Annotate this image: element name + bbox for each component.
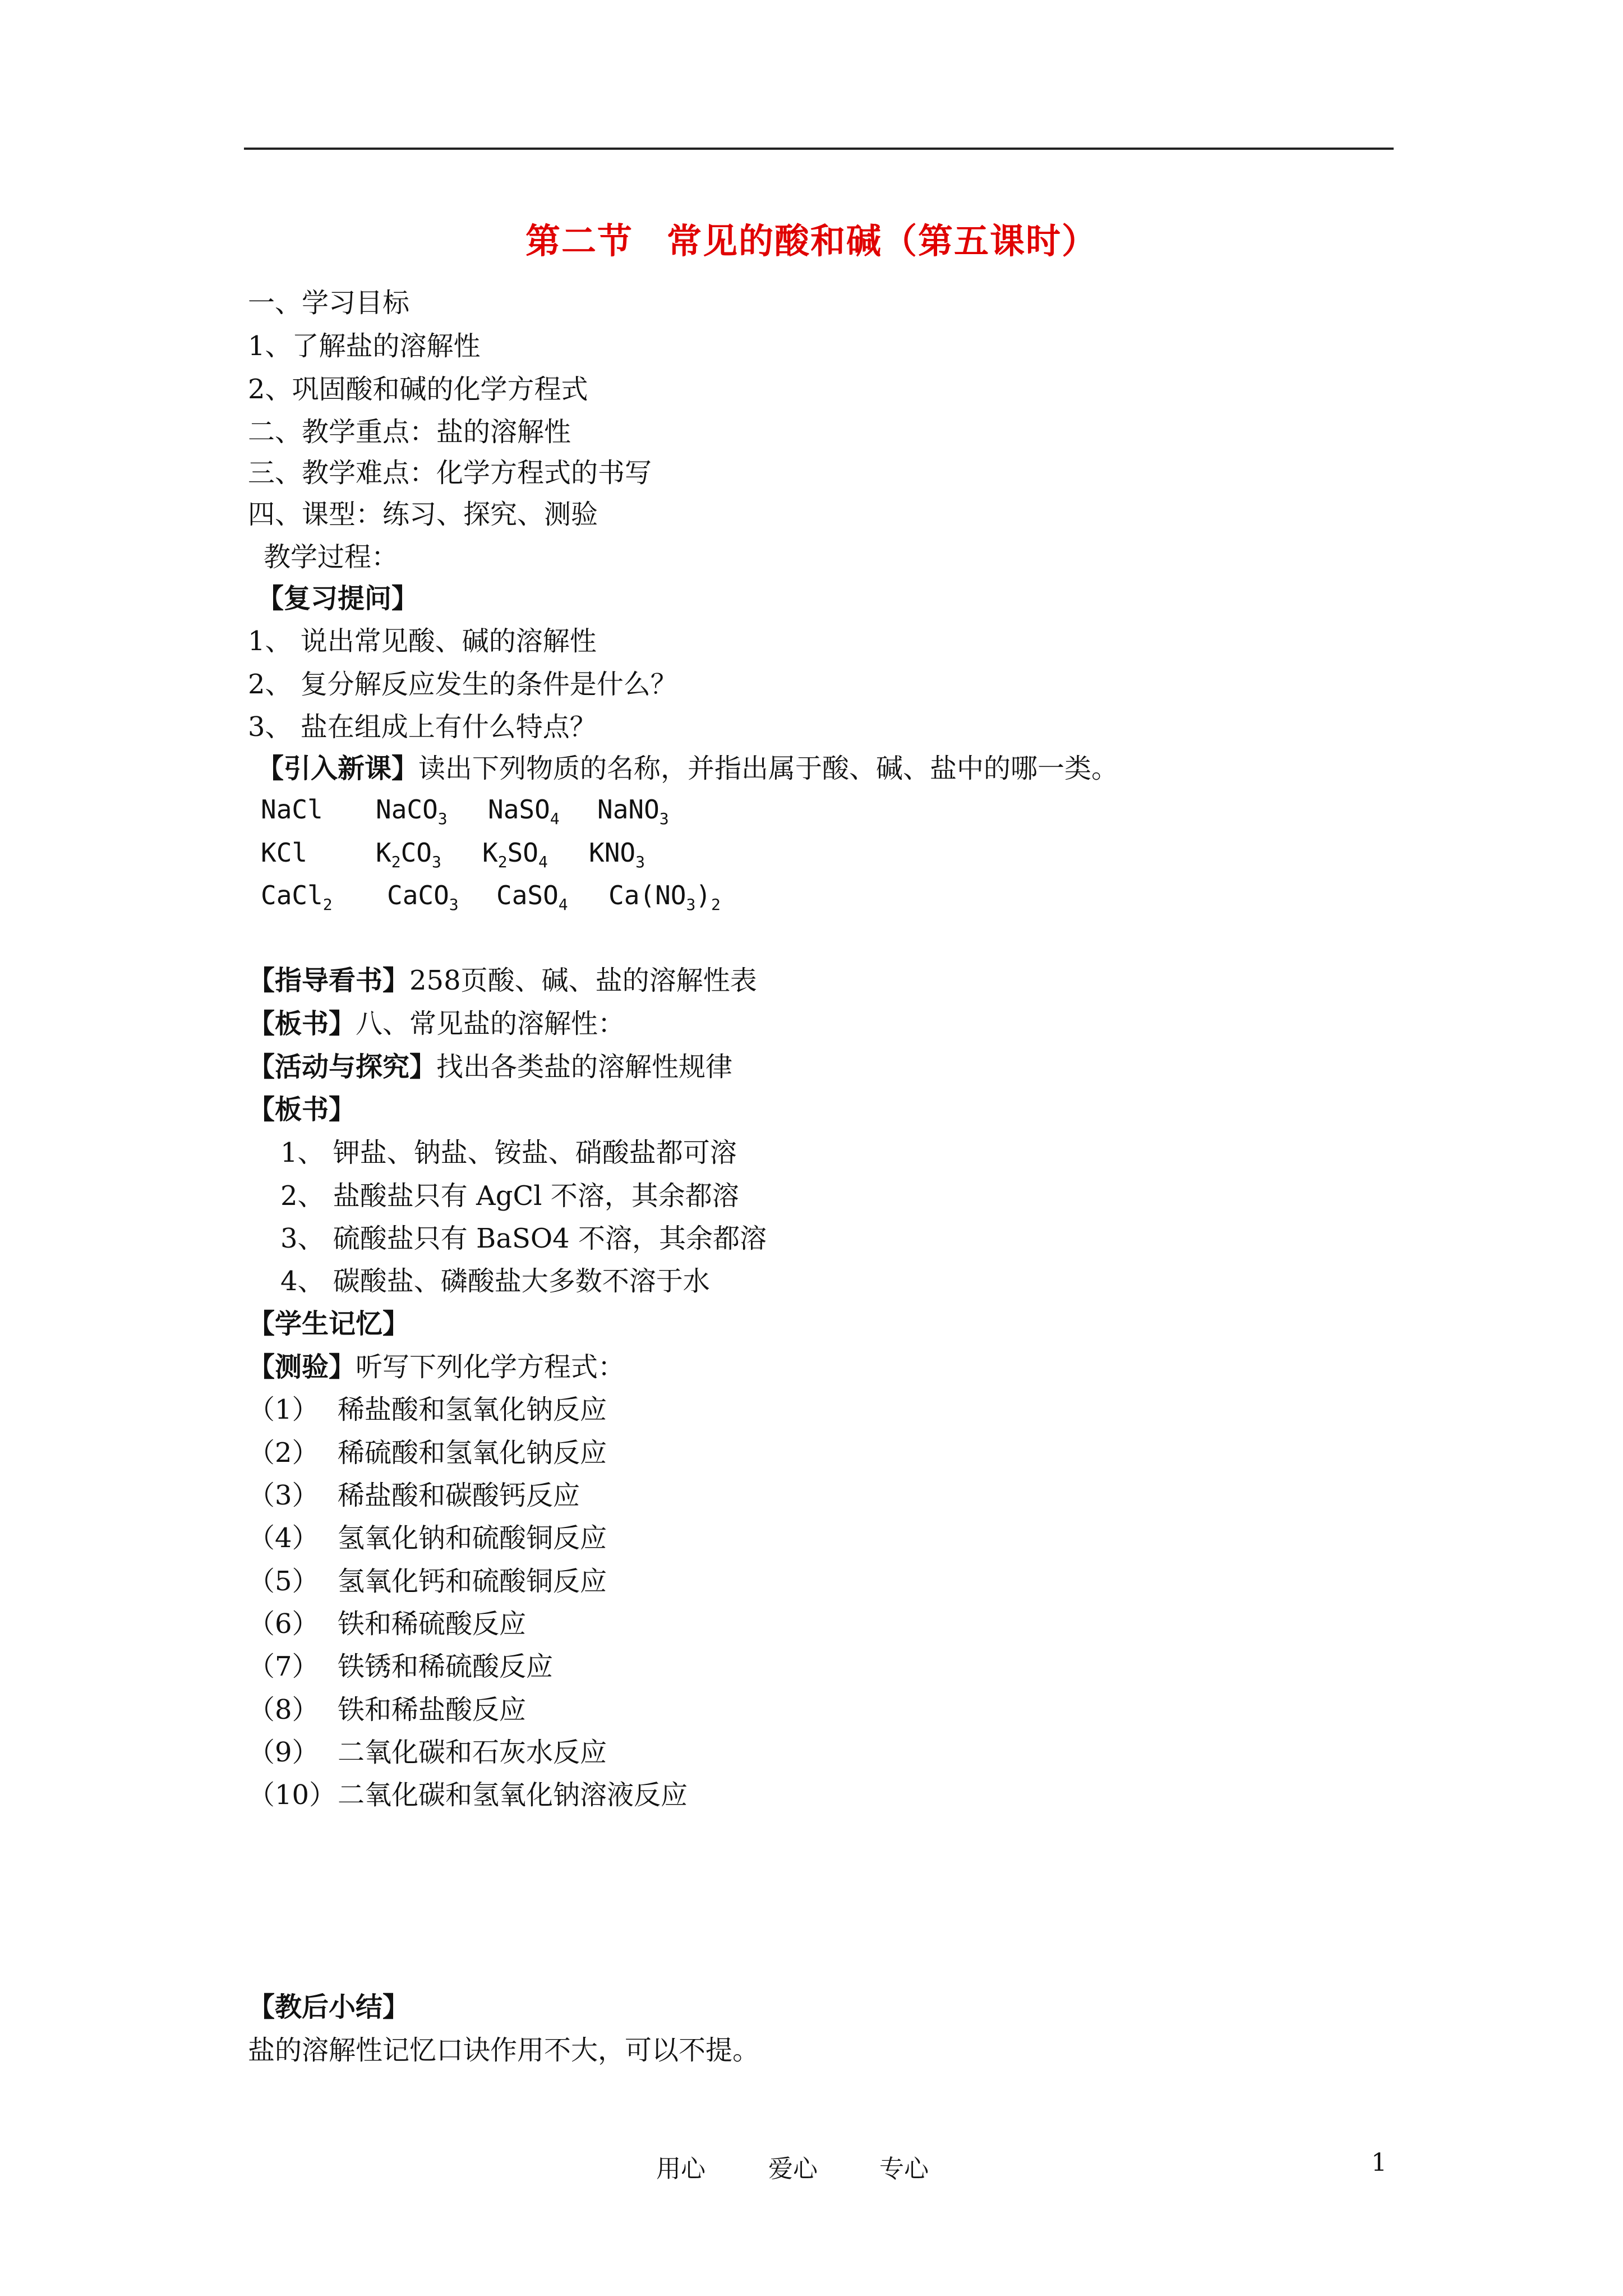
formula-kcl: KCl (261, 838, 308, 868)
review-heading: 【复习提问】 (257, 583, 419, 614)
solubility-rule-2: 2、 盐酸盐只有 AgCl 不溶，其余都溶 (280, 1180, 739, 1212)
quiz-item: （9） 二氧化碳和石灰水反应 (248, 1737, 607, 1768)
quiz-item: （3） 稀盐酸和碳酸钙反应 (248, 1480, 580, 1511)
board-note-1 (248, 1007, 625, 1041)
quiz-item: （10）二氧化碳和氢氧化钠溶液反应 (248, 1779, 688, 1811)
quiz-item: （5） 氢氧化钙和硫酸铜反应 (248, 1566, 607, 1597)
board-text: 八、常见盐的溶解性： (356, 1008, 625, 1039)
footer-motto-2: 爱心 (768, 2155, 818, 2183)
title-section: 第二节 (525, 220, 633, 261)
quiz-label: 【测验】 (248, 1351, 356, 1383)
quiz-item: （7） 铁锈和稀硫酸反应 (248, 1651, 554, 1682)
formula-ca-no3-2: $Ca(NO_3)_2$ (608, 880, 721, 914)
intro-new-lesson (257, 752, 1118, 785)
guide-text: 258页酸、碱、盐的溶解性表 (409, 965, 757, 996)
formula-caso4: CaSO$_4$ (496, 880, 568, 914)
board-note-2: 【板书】 (248, 1094, 356, 1125)
board-label: 【板书】 (248, 1008, 356, 1039)
formula-naco3: NaCO$_3$ (376, 794, 448, 829)
goal-1: 1、了解盐的溶解性 (248, 330, 481, 362)
activity-text: 找出各类盐的溶解性规律 (436, 1051, 733, 1083)
solubility-rule-3: 3、 硫酸盐只有 BaSO4 不溶，其余都溶 (280, 1223, 767, 1254)
quiz-text: 听写下列化学方程式： (356, 1351, 625, 1383)
intro-text: 读出下列物质的名称，并指出属于酸、碱、盐中的哪一类。 (418, 753, 1119, 784)
title-topic: 常见的酸和碱（第五课时） (667, 220, 1098, 261)
activity-explore (248, 1050, 732, 1084)
activity-label: 【活动与探究】 (248, 1051, 437, 1083)
quiz-item: （2） 稀硫酸和氢氧化钠反应 (248, 1437, 607, 1469)
goal-2: 2、巩固酸和碱的化学方程式 (248, 374, 588, 405)
formula-k2so4: $K_2SO_4$ (482, 838, 548, 872)
formula-naso4: NaSO$_4$ (488, 794, 560, 829)
formula-kno3: $KNO_3$ (589, 838, 645, 872)
formula-nano3: NaNO$_3$ (597, 794, 669, 829)
solubility-rule-4: 4、 碳酸盐、磷酸盐大多数不溶于水 (280, 1266, 710, 1297)
formula-caco3: CaCO$_3$ (387, 880, 459, 914)
review-question-2: 2、 复分解反应发生的条件是什么？ (248, 669, 677, 700)
formula-cacl2: CaCl$_2$ (261, 880, 333, 914)
guide-reading (248, 964, 757, 997)
teaching-key-point: 二、教学重点：盐的溶解性 (248, 416, 571, 448)
quiz-item: （6） 铁和稀硫酸反应 (248, 1608, 527, 1640)
review-question-3: 3、 盐在组成上有什么特点？ (248, 711, 597, 743)
teaching-difficulty: 三、教学难点：化学方程式的书写 (248, 457, 652, 489)
guide-label: 【指导看书】 (248, 965, 410, 996)
footer-motto-1: 用心 (656, 2155, 706, 2183)
quiz-heading (248, 1350, 625, 1384)
teaching-process: 教学过程： (264, 541, 399, 573)
formula-nacl: NaCl (261, 794, 323, 825)
lesson-type: 四、课型：练习、探究、测验 (248, 499, 598, 530)
formula-k2co3: $K_2CO_3$ (376, 838, 441, 872)
page-title (0, 213, 1623, 263)
goal-heading: 一、学习目标 (248, 287, 410, 319)
footer-motto-3: 专心 (879, 2155, 929, 2183)
quiz-item: （1） 稀盐酸和氢氧化钠反应 (248, 1394, 607, 1425)
intro-label: 【引入新课】 (257, 753, 419, 784)
review-question-1: 1、 说出常见酸、碱的溶解性 (248, 625, 597, 657)
summary-heading: 【教后小结】 (248, 1991, 410, 2023)
header-rule (244, 148, 1394, 150)
quiz-item: （4） 氢氧化钠和硫酸铜反应 (248, 1522, 607, 1554)
quiz-item: （8） 铁和稀盐酸反应 (248, 1694, 527, 1726)
solubility-rule-1: 1、 钾盐、钠盐、铵盐、硝酸盐都可溶 (280, 1137, 737, 1168)
page-number: 1 (1371, 2148, 1387, 2177)
summary-text: 盐的溶解性记忆口诀作用不大，可以不提。 (248, 2035, 760, 2066)
student-memory: 【学生记忆】 (248, 1308, 410, 1340)
